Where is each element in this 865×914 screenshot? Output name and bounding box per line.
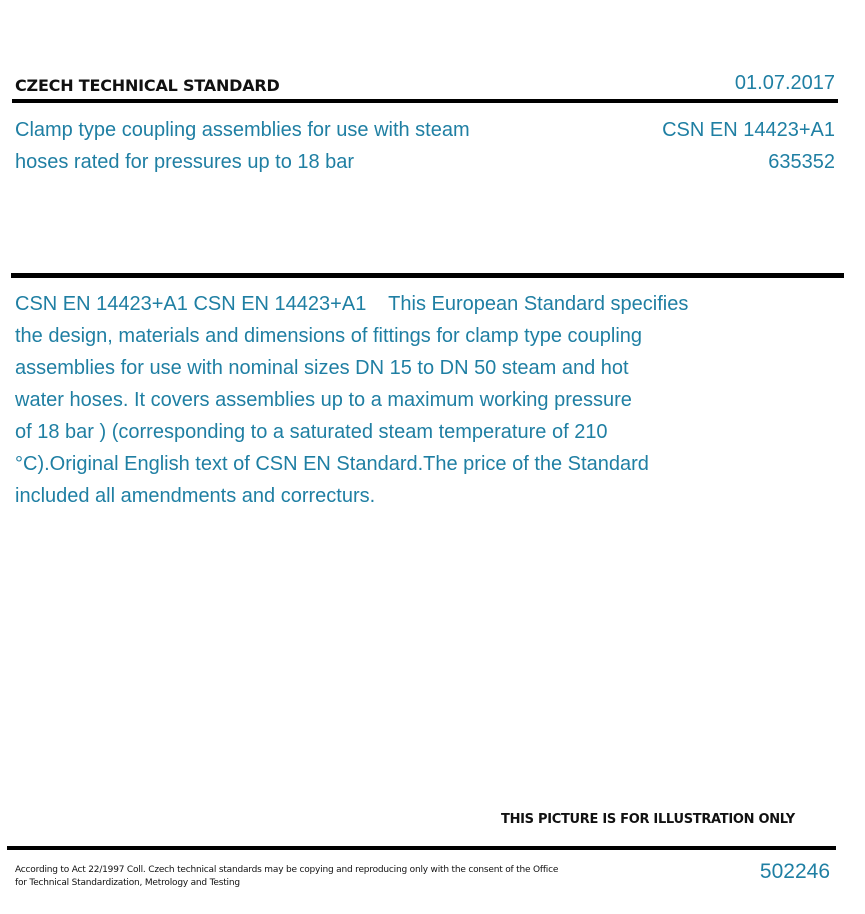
abstract-line: included all amendments and correcturs. <box>15 485 376 507</box>
footer-divider <box>7 846 836 850</box>
document-type-title: CZECH TECHNICAL STANDARD <box>15 76 280 95</box>
legal-line: for Technical Standardization, Metrology and Testing <box>15 878 240 888</box>
standard-code: CSN EN 14423+A1 <box>662 119 835 141</box>
standard-abstract <box>15 288 755 512</box>
legal-line: According to Act 22/1997 Coll. Czech technical standards may be copying and reproducing only with the consent of the Office <box>15 865 559 875</box>
legal-notice <box>15 864 595 890</box>
standard-codes <box>662 114 835 178</box>
footer-product-number: 502246 <box>759 860 830 883</box>
abstract-line: of 18 bar ) (corresponding to a saturated steam temperature of 210 <box>15 421 608 443</box>
abstract-line: °C).Original English text of CSN EN Standard.The price of the Standard <box>15 453 649 475</box>
abstract-line: assemblies for use with nominal sizes DN 15 to DN 50 steam and hot <box>15 357 629 379</box>
catalog-number: 635352 <box>768 151 835 173</box>
publication-date: 01.07.2017 <box>734 72 835 94</box>
subject-line: Clamp type coupling assemblies for use with steam <box>15 119 470 141</box>
abstract-line: water hoses. It covers assemblies up to a maximum working pressure <box>15 389 632 411</box>
subject-line: hoses rated for pressures up to 18 bar <box>15 151 355 173</box>
abstract-line: the design, materials and dimensions of fittings for clamp type coupling <box>15 325 643 347</box>
header-divider <box>12 99 838 103</box>
standard-subject <box>15 114 535 178</box>
abstract-line: CSN EN 14423+A1 CSN EN 14423+A1 This European Standard specifies <box>15 293 689 315</box>
illustration-note: THIS PICTURE IS FOR ILLUSTRATION ONLY <box>501 812 795 827</box>
section-divider <box>11 273 844 278</box>
